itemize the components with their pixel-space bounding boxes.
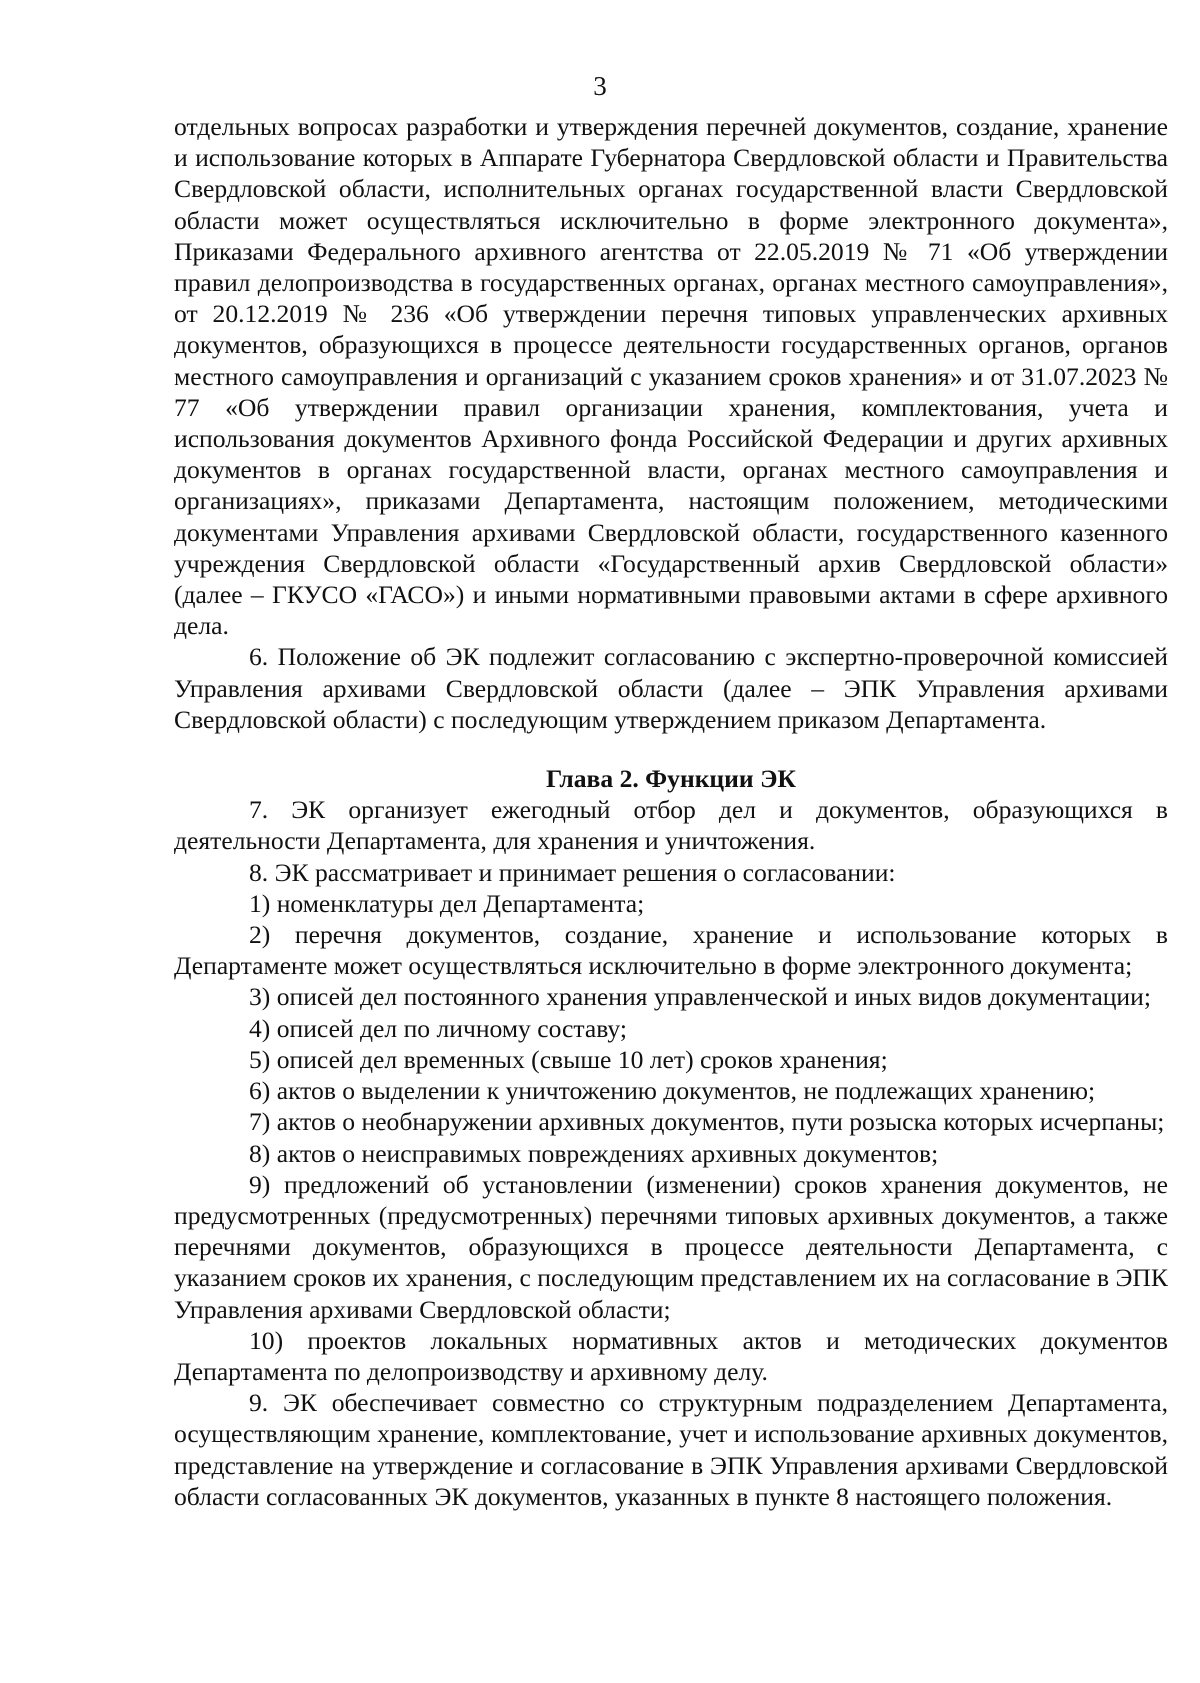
paragraph-item-7: 7. ЭК организует ежегодный отбор дел и документов, образующихся в деятельности Департамента, для хранения и уничтожения. [174, 795, 1168, 856]
list-item: 7) актов о необнаружении архивных документов, пути розыска которых исчерпаны; [249, 1107, 1165, 1137]
paragraph-continuation: отдельных вопросах разработки и утверждения перечней документов, создание, хранение и использование которых в Аппарате Губернатора Свердловской области и Правительства Свердловской области, исполнительных органах государственной власти Свердловской области может осуществляться исключительно в форме электронного документа», Приказами Федерального архивного агентства от 22.05.2019 № 71 «Об утверждении правил делопроизводства в государственных органах, органах местного самоуправления», от 20.12.2019 № 236 «Об утверждении перечня типовых управленческих архивных документов, образующихся в процессе деятельности государственных органов, органов местного самоуправления и организаций с указанием сроков хранения» и от 31.07.2023 № 77 «Об утверждении правил организации хранения, комплектования, учета и использования документов Архивного фонда Российской Федерации и других архивных документов в органах государственной власти, органах местного самоуправления и организациях», приказами Департамента, настоящим положением, методическими документами Управления архивами Свердловской области, государственного казенного учреждения Свердловской области «Государственный архив Свердловской области» (далее – ГКУСО «ГАСО») и иными нормативными правовыми актами в сфере архивного дела. [174, 112, 1168, 641]
document-body [174, 111, 1168, 1512]
list-item: 10) проектов локальных нормативных актов и методических документов Департамента по делопроизводству и архивному делу. [174, 1325, 1168, 1386]
list-item: 4) описей дел по личному составу; [249, 1013, 628, 1043]
paragraph-item-9: 9. ЭК обеспечивает совместно со структурным подразделением Департамента, осуществляющим хранение, комплектование, учет и использование архивных документов, представление на утверждение и согласование в ЭПК Управления архивами Свердловской области согласованных ЭК документов, указанных в пункте 8 настоящего положения. [174, 1388, 1168, 1511]
chapter-heading: Глава 2. Функции ЭК [546, 764, 796, 794]
list-item: 9) предложений об установлении (изменении) сроков хранения документов, не предусмотренных (предусмотренных) перечнями типовых архивных документов, а также перечнями документов, образующихся в процессе деятельности Департамента, с указанием сроков их хранения, с последующим представлением их на согласование в ЭПК Управления архивами Свердловской области; [174, 1169, 1168, 1324]
page-number: 3 [593, 71, 607, 101]
list-item: 6) актов о выделении к уничтожению документов, не подлежащих хранению; [249, 1076, 1096, 1106]
paragraph-item-8: 8. ЭК рассматривает и принимает решения о согласовании: [249, 857, 896, 887]
list-item: 8) актов о неисправимых повреждениях архивных документов; [249, 1138, 939, 1168]
list-item: 2) перечня документов, создание, хранение и использование которых в Департаменте может осуществляться исключительно в форме электронного документа; [174, 920, 1168, 981]
list-item: 3) описей дел постоянного хранения управленческой и иных видов документации; [249, 982, 1151, 1012]
paragraph-item-6: 6. Положение об ЭК подлежит согласованию с экспертно-проверочной комиссией Управления архивами Свердловской области (далее – ЭПК Управления архивами Свердловской области) с последующим утверждением приказом Департамента. [174, 642, 1168, 734]
list-item: 5) описей дел временных (свыше 10 лет) сроков хранения; [249, 1044, 888, 1074]
list-item: 1) номенклатуры дел Департамента; [249, 888, 645, 918]
